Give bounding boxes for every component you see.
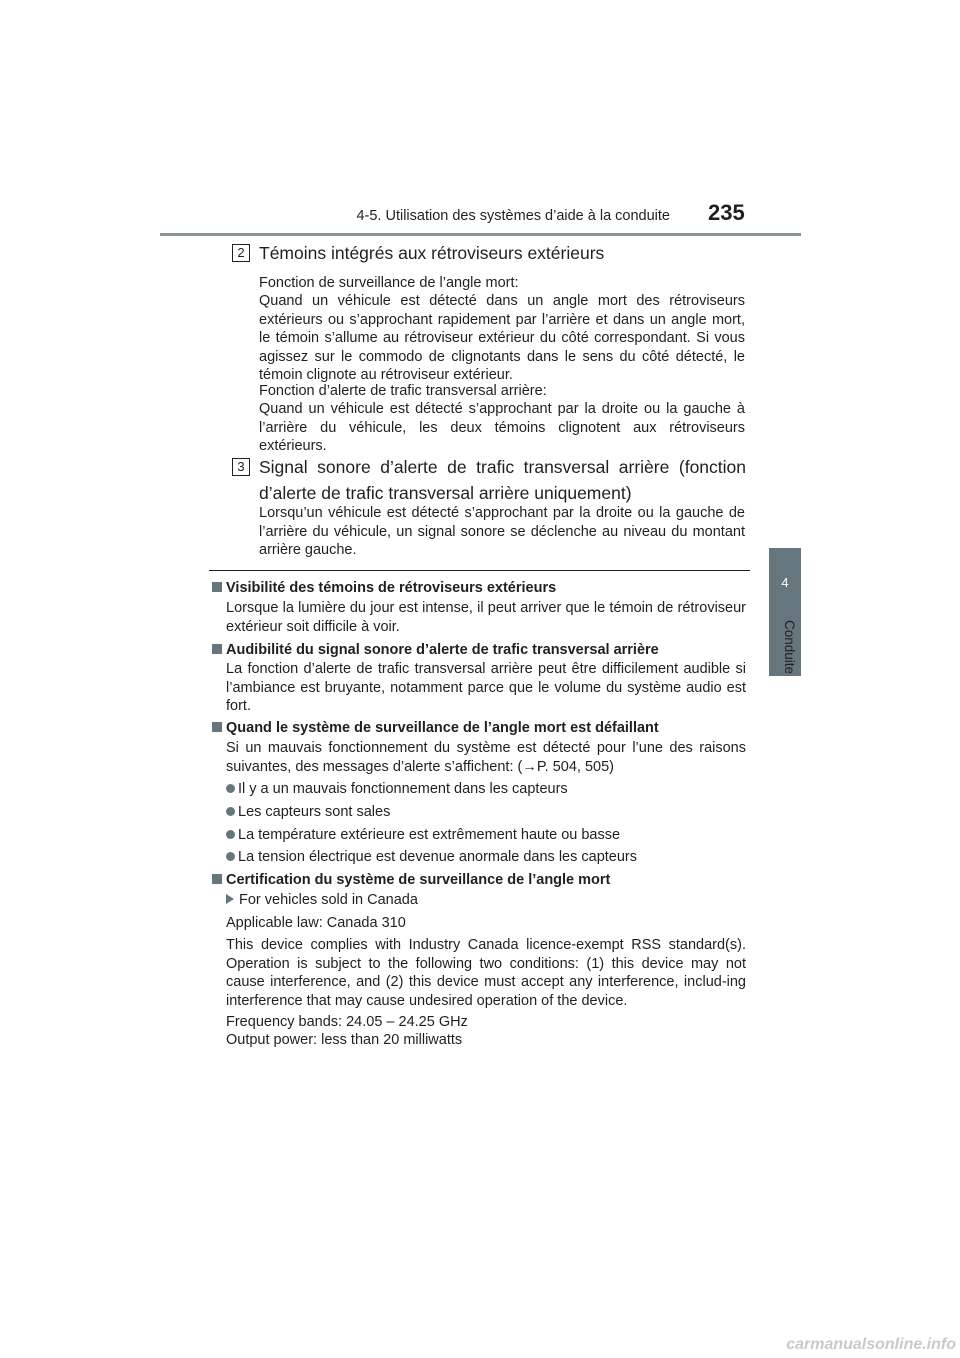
square-bullet-icon	[212, 644, 222, 654]
section-heading	[212, 579, 752, 598]
list-item	[226, 848, 746, 867]
section-heading-text: Audibilité du signal sonore d’alerte de trafic transversal arrière	[226, 642, 659, 658]
list-item-text: Il y a un mauvais fonctionnement dans les capteurs	[238, 781, 568, 797]
item-heading-text: Témoins intégrés aux rétroviseurs extérieurs	[259, 243, 605, 263]
list-item-text: La température extérieure est extrêmement haute ou basse	[238, 827, 621, 843]
header-rule	[160, 233, 801, 236]
chapter-tab-label: Conduite	[782, 620, 797, 675]
section-body: Si un mauvais fonctionnement du système est détecté pour l’une des raisons suivantes, des messages d’alerte s’affichent: (→P. 504, 505)	[226, 740, 746, 775]
section-heading	[212, 871, 752, 890]
section-divider	[209, 570, 750, 571]
item-paragraph: Lorsqu’un véhicule est détecté s’approchant par la droite ou la gauche de l’arrière du véhicule, un signal sonore se déclenche au niveau du montant arrière gauche.	[259, 505, 745, 559]
item-number-badge: 3	[232, 458, 250, 476]
list-item-text: Les capteurs sont sales	[238, 804, 391, 820]
item-number-badge: 2	[232, 244, 250, 262]
item-paragraph: Fonction d’alerte de trafic transversal arrière:	[259, 383, 547, 399]
section-body: Output power: less than 20 milliwatts	[226, 1032, 463, 1048]
list-item	[226, 780, 746, 799]
section-heading-text: Quand le système de surveillance de l’angle mort est défaillant	[226, 720, 659, 736]
section-body: Frequency bands: 24.05 – 24.25 GHz	[226, 1014, 468, 1030]
watermark-logo: carmanualsonline.info	[786, 1336, 956, 1353]
section-heading	[212, 641, 752, 660]
triangle-arrow-icon	[226, 894, 234, 904]
list-item-text: La tension électrique est devenue anormale dans les capteurs	[238, 849, 638, 865]
section-heading	[212, 719, 752, 738]
item-paragraph: Quand un véhicule est détecté dans un angle mort des rétroviseurs extérieurs ou s’approchant rapidement par l’arrière et dans un angle mort, le témoin s’allume au rétroviseur extérieur du côté correspondant. Si vous agissez sur le commodo de clignotants dans le sens du côté détecté, le témoin clignote au rétroviseur extérieur.	[259, 293, 745, 384]
section-heading-text: Certification du système de surveillance de l’angle mort	[226, 872, 611, 888]
item-paragraph: Fonction de surveillance de l’angle mort:	[259, 275, 519, 291]
section-heading-text: Visibilité des témoins de rétroviseurs extérieurs	[226, 580, 557, 596]
square-bullet-icon	[212, 874, 222, 884]
arrow-list-item	[226, 891, 746, 910]
square-bullet-icon	[212, 722, 222, 732]
square-bullet-icon	[212, 582, 222, 592]
arrow-list-item-text: For vehicles sold in Canada	[239, 892, 418, 908]
section-body: Applicable law: Canada 310	[226, 915, 406, 931]
round-bullet-icon	[226, 784, 235, 793]
item-heading	[232, 240, 746, 266]
section-body: La fonction d’alerte de trafic transversal arrière peut être difficilement audible si l’ambiance est bruyante, notamment parce que le volume du système audio est fort.	[226, 661, 746, 715]
running-header: 4-5. Utilisation des systèmes d’aide à la conduite	[356, 208, 670, 224]
chapter-tab-number: 4	[781, 575, 789, 590]
page-number: 235	[708, 200, 745, 225]
item-paragraph: Quand un véhicule est détecté s’approchant par la droite ou la gauche à l’arrière du véhicule, les deux témoins clignotent aux rétroviseurs extérieurs.	[259, 401, 745, 455]
section-body: This device complies with Industry Canada licence-exempt RSS standard(s). Operation is subject to the following two conditions: (1) this device may not cause interference, and (2) this device must accept any interference, includ-ing interference that may cause undesired operation of the device.	[226, 937, 746, 1009]
item-heading	[232, 454, 746, 506]
round-bullet-icon	[226, 830, 235, 839]
list-item	[226, 826, 746, 845]
round-bullet-icon	[226, 852, 235, 861]
section-body: Lorsque la lumière du jour est intense, il peut arriver que le témoin de rétroviseur extérieur soit difficile à voir.	[226, 600, 746, 635]
list-item	[226, 803, 746, 822]
round-bullet-icon	[226, 807, 235, 816]
item-heading-text: Signal sonore d’alerte de trafic transversal arrière (fonction d’alerte de trafic transversal arrière uniquement)	[259, 457, 746, 503]
